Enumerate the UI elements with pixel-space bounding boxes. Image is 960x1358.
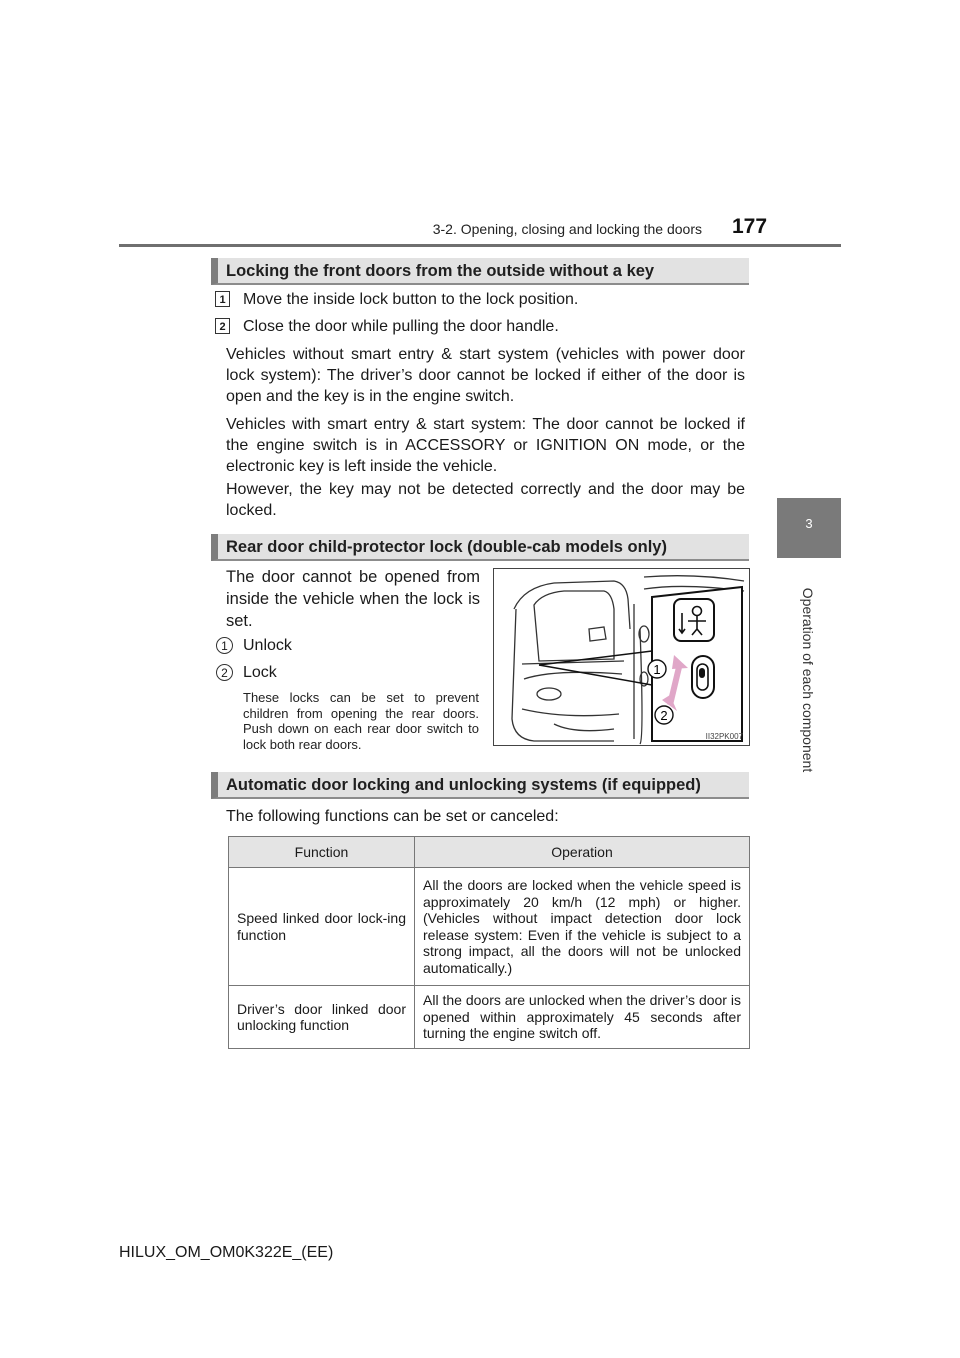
- header-divider: [119, 244, 841, 247]
- chapter-number: 3: [805, 516, 813, 531]
- document-code: HILUX_OM_OM0K322E_(EE): [119, 1244, 334, 1261]
- item-number: 1: [216, 637, 233, 654]
- table-row: [229, 868, 750, 986]
- function-table: [228, 836, 750, 1049]
- paragraph: The door cannot be opened from inside the vehicle when the lock is set.: [226, 568, 480, 630]
- item-number: 2: [216, 664, 233, 681]
- chapter-tab: [777, 498, 841, 558]
- table-header-function: Function: [229, 837, 415, 868]
- child-lock-illustration: [493, 568, 750, 746]
- section-heading-front-doors: [211, 258, 749, 285]
- running-header: 3-2. Opening, closing and locking the doors: [432, 221, 702, 237]
- figure-code: II32PK007: [705, 732, 743, 741]
- table-cell-function: Driver’s door linked door unlocking function: [229, 986, 415, 1049]
- section-heading-text: Locking the front doors from the outside without a key: [226, 262, 655, 280]
- step-text: Close the door while pulling the door handle.: [243, 318, 559, 335]
- item-label: Lock: [243, 664, 277, 681]
- callout-lock: 2: [660, 708, 668, 723]
- paragraph: However, the key may not be detected correctly and the door may be locked.: [226, 481, 745, 519]
- note-text: These locks can be set to prevent children from opening the rear doors. Push down on each rear door switch to lock both rear doors.: [243, 690, 479, 752]
- section-heading-text: Rear door child-protector lock (double-cab models only): [226, 538, 667, 556]
- chapter-title: Operation of each component: [800, 587, 816, 773]
- section-heading-child-lock: [211, 534, 749, 561]
- table-header-operation: Operation: [415, 837, 750, 868]
- table-cell-operation: All the doors are locked when the vehicle speed is approximately 20 km/h (12 mph) or higher. (Vehicles without impact detection door lock release system: Even if the vehicle is subject to a strong impact, all the doors will not be unlocked automatically.): [415, 868, 750, 986]
- item-label: Unlock: [243, 637, 292, 654]
- table-cell-operation: All the doors are unlocked when the driver’s door is opened within approximately 45 seconds after turning the engine switch off.: [415, 986, 750, 1049]
- table-row: [229, 986, 750, 1049]
- callout-unlock: 1: [653, 662, 661, 677]
- child-lock-icon: [674, 599, 714, 641]
- paragraph: Vehicles without smart entry & start system (vehicles with power door lock system): The driver’s door cannot be locked if either of the door is open and the key is in the engine switch.: [226, 346, 745, 405]
- step-badge: 1: [215, 291, 230, 307]
- section-heading-text: Automatic door locking and unlocking systems (if equipped): [226, 776, 701, 794]
- section-heading-auto-lock: [211, 772, 749, 799]
- lock-lever: [692, 656, 714, 698]
- table-cell-function: Speed linked door lock-ing function: [229, 868, 415, 986]
- paragraph: Vehicles with smart entry & start system: The door cannot be locked if the engine switch is in ACCESSORY or IGNITION ON mode, or the electronic key is left inside the vehicle.: [226, 416, 745, 475]
- paragraph: The following functions can be set or canceled:: [226, 808, 559, 825]
- page-number: 177: [732, 215, 768, 238]
- step-badge: 2: [215, 318, 230, 334]
- door-illustration-svg: [494, 569, 750, 746]
- leader-lines: [539, 651, 652, 685]
- step-text: Move the inside lock button to the lock position.: [243, 291, 579, 308]
